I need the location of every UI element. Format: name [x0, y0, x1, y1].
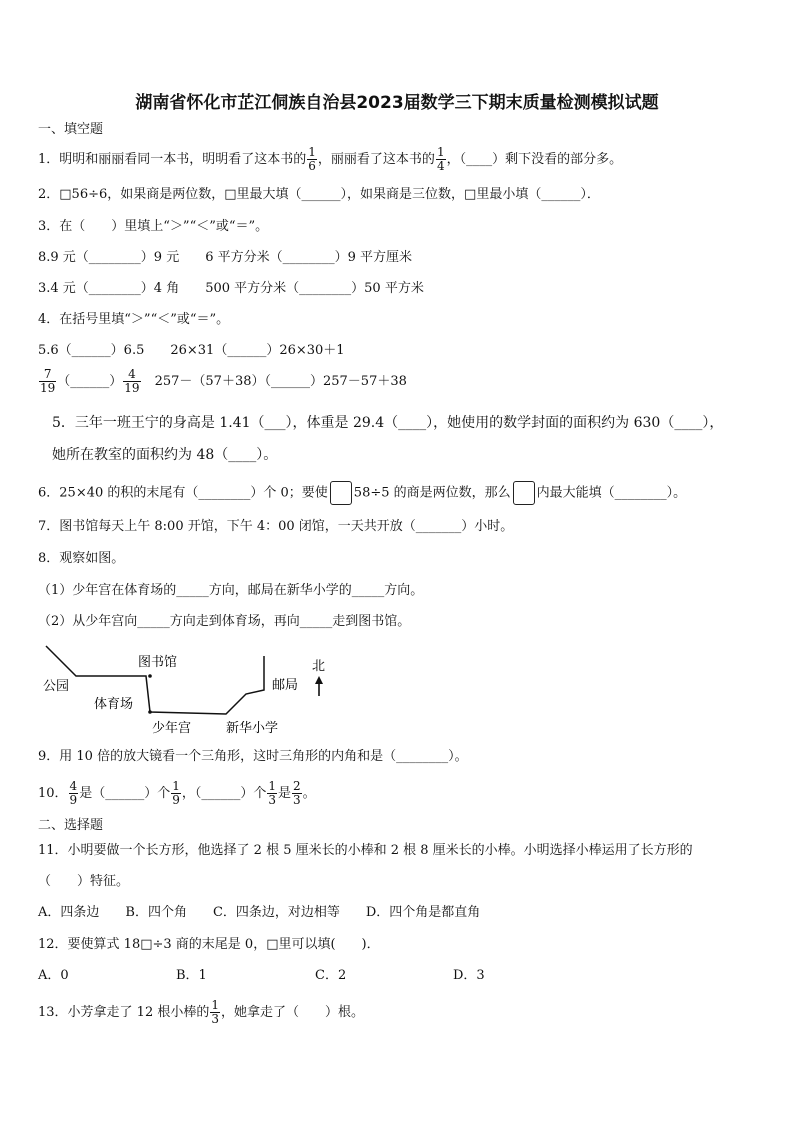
map-point	[148, 710, 152, 714]
question-6: 6．25×40 的积的末尾有（________）个 0；要使 58÷5 的商是两位数，那么 内最大能填（________）。	[38, 481, 686, 505]
question-7: 7．图书馆每天上午 8:00 开馆，下午 4：00 闭馆，一天共开放（_______）小时。	[38, 519, 514, 534]
map-point	[148, 674, 152, 678]
fraction-one-third: $\frac{1}{3}$	[211, 998, 219, 1026]
question-12-option-c: C．2	[315, 968, 347, 983]
section-heading-choice: 二、选择题	[38, 818, 104, 833]
question-9: 9．用 10 倍的放大镜看一个三角形，这时三角形的内角和是（________）。	[38, 749, 468, 764]
page-title: 湖南省怀化市芷江侗族自治县2023届数学三下期末质量检测模拟试题	[135, 93, 659, 113]
section-heading-fill-blank: 一、填空题	[38, 122, 104, 137]
fraction-one-third: $\frac{1}{3}$	[268, 779, 276, 807]
question-12-option-b: B．1	[176, 968, 207, 983]
question-8: 8．观察如图。	[38, 551, 125, 566]
fraction-seven-nineteenths: $\frac{7}{19}$	[40, 367, 56, 395]
answer-box	[513, 481, 535, 505]
question-11-options: A．四条边 B．四个角 C．四条边，对边相等 D．四个角是都直角	[38, 905, 481, 920]
map-label-park: 公园	[43, 679, 70, 694]
question-10: 10． $\frac{4}{9}$ 是（______）个 $\frac{1}{9}$ ，（______）个 $\frac{1}{3}$ 是 $\frac{2}{3}$ 。	[38, 779, 316, 807]
question-1: 1．明明和丽丽看同一本书，明明看了这本书的 $\frac{1}{6}$ ，丽丽看了这本书的 $\frac{1}{4}$ ，（____）剩下没看的部分多。	[38, 145, 623, 173]
question-2: 2．□56÷6，如果商是两位数，□里最大填（______），如果商是三位数，□里最小填（______）．	[38, 187, 600, 202]
question-4-row-2: $\frac{7}{19}$ （______） $\frac{4}{19}$ 257－（57＋38）（______）257－57＋38	[40, 367, 407, 395]
question-3-row-2: 3.4 元（________）4 角 500 平方分米（________）50 平方米	[38, 281, 424, 296]
map-label-xinhua-school: 新华小学	[226, 721, 279, 736]
north-arrowhead-icon	[315, 676, 323, 684]
fraction-one-ninth: $\frac{1}{9}$	[172, 779, 180, 807]
map-label-youth-palace: 少年宫	[152, 721, 192, 736]
north-label: 北	[312, 659, 326, 674]
fraction-four-nineteenths: $\frac{4}{19}$	[124, 367, 140, 395]
question-5-line-1: 5．三年一班王宁的身高是 1.41（___），体重是 29.4（____），她使用的数学封面的面积约为 630（____），	[52, 415, 724, 431]
direction-map	[36, 642, 356, 740]
question-3-row-1: 8.9 元（________）9 元 6 平方分米（________）9 平方厘米	[38, 250, 413, 265]
map-label-post-office: 邮局	[272, 678, 299, 693]
fraction-four-ninths: $\frac{4}{9}$	[69, 779, 78, 807]
question-11-line-2: （ ）特征。	[38, 874, 130, 889]
fraction-two-thirds: $\frac{2}{3}$	[293, 779, 301, 807]
question-8-part-2: （2）从少年宫向_____方向走到体育场，再向_____走到图书馆。	[38, 614, 411, 629]
question-11-line-1: 11．小明要做一个长方形，他选择了 2 根 5 厘米长的小棒和 2 根 8 厘米长的小棒。小明选择小棒运用了长方形的	[38, 843, 693, 858]
fraction-one-sixth: $\frac{1}{6}$	[308, 145, 316, 173]
question-13: 13．小芳拿走了 12 根小棒的 $\frac{1}{3}$ ，她拿走了（ ）根。	[38, 998, 365, 1026]
question-4-row-1: 5.6（______）6.5 26×31（______）26×30＋1	[38, 343, 345, 358]
map-label-library: 图书馆	[138, 655, 178, 670]
answer-box	[330, 481, 352, 505]
question-12: 12．要使算式 18□÷3 商的末尾是 0，□里可以填( )．	[38, 937, 380, 952]
question-12-option-a: A．0	[38, 968, 69, 983]
question-8-part-1: （1）少年宫在体育场的_____方向，邮局在新华小学的_____方向。	[38, 583, 424, 598]
question-3: 3．在（ ）里填上“＞”“＜”或“＝”。	[38, 219, 269, 234]
question-4: 4．在括号里填“＞”“＜”或“＝”。	[38, 312, 230, 327]
question-5-line-2: 她所在教室的面积约为 48（____）。	[52, 447, 278, 463]
map-label-stadium: 体育场	[94, 697, 134, 712]
fraction-one-quarter: $\frac{1}{4}$	[436, 145, 445, 173]
question-12-option-d: D．3	[453, 968, 485, 983]
